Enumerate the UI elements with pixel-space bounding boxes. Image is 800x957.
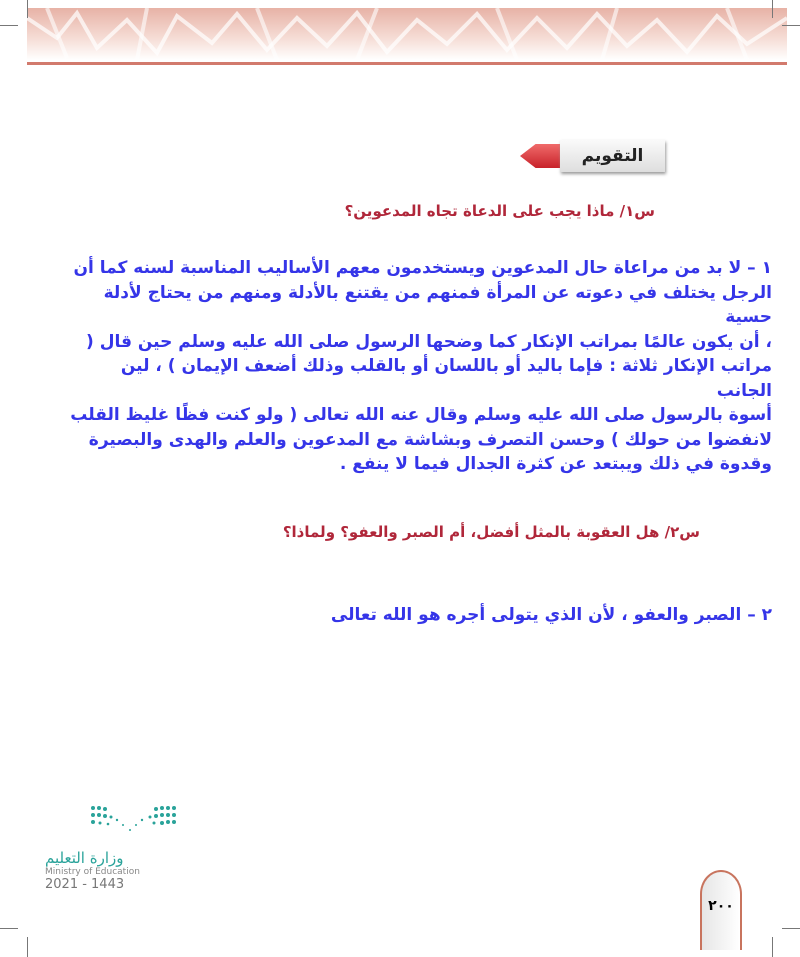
- answer-line: ١ – لا بد من مراعاة حال المدعوين ويستخدمون معهم الأساليب المناسبة لسنه كما أن: [73, 258, 772, 278]
- answer-line: ٢ – الصبر والعفو ، لأن الذي يتولى أجره هو الله تعالى: [330, 604, 772, 625]
- question-1: س١/ ماذا يجب على الدعاة تجاه المدعوين؟: [344, 202, 655, 220]
- crop-mark: [772, 0, 773, 18]
- crop-mark: [772, 937, 773, 957]
- answer-line: ، أن يكون عالمًا بمراتب الإنكار كما وضحها الرسول صلى الله عليه وسلم حين قال (: [86, 331, 772, 352]
- ministry-logo: [45, 805, 185, 892]
- section-badge: [520, 140, 665, 174]
- answer-1: [60, 256, 772, 477]
- crop-mark: [0, 25, 18, 26]
- logo-english-name: Ministry of Education: [45, 867, 140, 877]
- crop-mark: [782, 928, 800, 929]
- evaluation-content: [60, 200, 772, 627]
- page-number: ٢٠٠: [700, 870, 742, 950]
- header-divider: [27, 62, 787, 65]
- crop-mark: [27, 937, 28, 957]
- crop-mark: [0, 928, 18, 929]
- answer-line: وقدوة في ذلك ويبتعد عن كثرة الجدال فيما لا ينفع .: [339, 454, 772, 474]
- answer-line: أسوة بالرسول صلى الله عليه وسلم وقال عنه الله تعالى ( ولو كنت فظًا غليظ القلب: [70, 405, 772, 425]
- answer-line: لانفضوا من حولك ) وحسن التصرف وبشاشة مع المدعوين والعلم والهدى والبصيرة: [88, 429, 772, 450]
- logo-dots-icon: [90, 805, 180, 835]
- crop-mark: [27, 0, 28, 18]
- crop-mark: [782, 25, 800, 26]
- decorative-header-banner: [27, 8, 787, 60]
- answer-line: الرجل يختلف في دعوته عن المرأة فمنهم من يقتنع بالأدلة ومنهم من يحتاج لأدلة حسية: [103, 282, 772, 327]
- logo-arabic-name: وزارة التعليم: [45, 849, 124, 867]
- question-2: س٢/ هل العقوبة بالمثل أفضل، أم الصبر والعفو؟ ولماذا؟: [282, 522, 700, 541]
- answer-2: [60, 603, 772, 628]
- answer-line: مراتب الإنكار ثلاثة : فإما باليد أو باللسان أو بالقلب وذلك أضعف الإيمان ) ، لين الجانب: [120, 356, 772, 401]
- section-title: التقويم: [560, 140, 665, 172]
- logo-year: 2021 - 1443: [45, 877, 125, 892]
